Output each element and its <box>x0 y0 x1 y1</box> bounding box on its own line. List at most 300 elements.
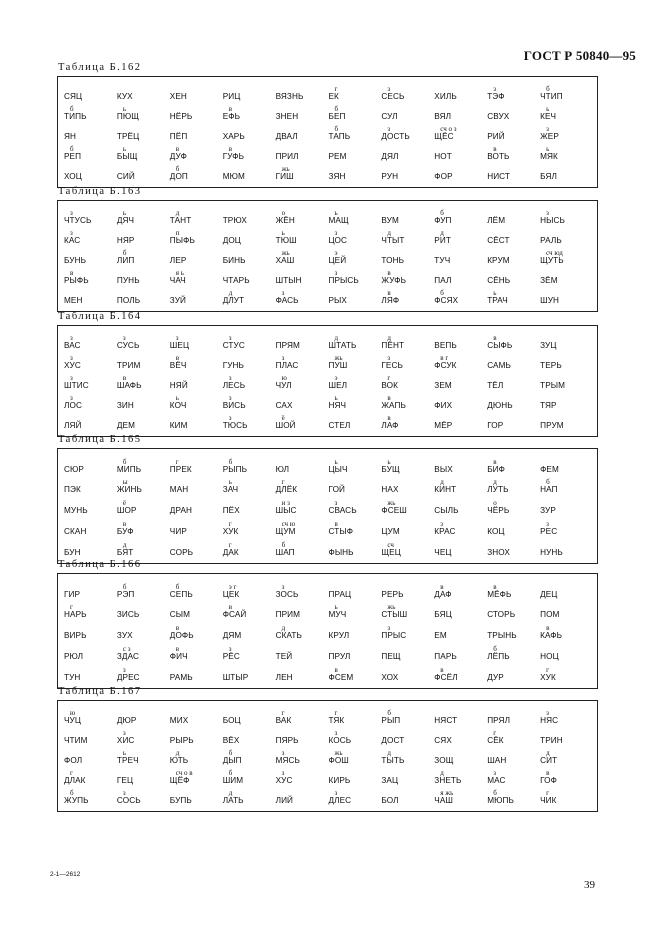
word-cell <box>276 372 329 392</box>
word-cell <box>170 747 223 767</box>
word-cell <box>329 787 382 807</box>
word-text: КОСЬ <box>328 735 352 745</box>
word-text: РАМЬ <box>169 672 193 682</box>
word-cell <box>487 123 540 143</box>
word-cell <box>381 247 434 267</box>
pronunciation-mark: ь <box>175 393 179 402</box>
word-text: НЯЧ <box>328 400 347 410</box>
pronunciation-mark: б <box>493 644 497 653</box>
word-text: ШТАТЬ <box>328 340 357 350</box>
word-text: НЯС <box>540 715 559 725</box>
word-text: СИТ <box>540 755 558 765</box>
word-cell <box>223 455 276 476</box>
word-cell <box>64 727 117 747</box>
word-cell <box>329 207 382 227</box>
word-cell <box>329 83 382 103</box>
pronunciation-mark: в <box>493 144 497 153</box>
pronunciation-mark: сч о з <box>440 124 457 133</box>
word-cell <box>434 787 487 807</box>
word-cell <box>487 392 540 412</box>
word-cell <box>329 163 382 183</box>
pronunciation-mark: з <box>546 208 549 217</box>
word-cell <box>64 517 117 538</box>
word-cell <box>276 247 329 267</box>
word-cell <box>540 538 593 559</box>
word-text: ЗУХ <box>116 631 133 641</box>
word-text: ЖЁН <box>275 215 295 225</box>
word-cell <box>117 642 170 663</box>
pronunciation-mark: ь <box>122 104 127 113</box>
word-text: КИМ <box>169 420 188 430</box>
word-text: ЗОЩ <box>434 755 454 765</box>
word-cell <box>329 517 382 538</box>
word-cell <box>329 538 382 559</box>
word-text: ТРЫНЬ <box>487 631 517 641</box>
word-text: БЕП <box>328 111 346 121</box>
word-cell <box>223 287 276 307</box>
pronunciation-mark: б <box>70 104 74 113</box>
pronunciation-mark: б <box>228 748 233 757</box>
pronunciation-mark: г <box>228 519 232 528</box>
word-grid <box>64 83 593 183</box>
word-text: ЧАШ <box>434 795 454 805</box>
word-cell <box>381 601 434 622</box>
word-text: ЧТУСЬ <box>64 215 92 225</box>
word-text: ФСЕШ <box>381 506 407 516</box>
word-cell <box>434 642 487 663</box>
word-text: ФСУК <box>434 360 457 370</box>
word-text: ЩЁФ <box>169 775 190 785</box>
word-cell <box>329 747 382 767</box>
word-text: ЧИК <box>540 795 557 805</box>
word-cell <box>329 663 382 684</box>
word-text: ХАРЬ <box>222 131 245 141</box>
pronunciation-mark: г <box>387 373 391 382</box>
word-text: НАП <box>540 485 558 495</box>
word-text: БИФ <box>487 464 505 474</box>
word-text: ПОМ <box>540 610 560 620</box>
word-cell <box>170 663 223 684</box>
word-text: ГЕСЬ <box>381 360 403 370</box>
pronunciation-mark: в <box>387 288 391 297</box>
word-cell <box>223 787 276 807</box>
word-cell <box>329 412 382 432</box>
table-caption: Таблица Б.167 <box>58 686 142 697</box>
pronunciation-mark: в г <box>440 353 449 362</box>
pronunciation-mark: б <box>387 708 391 717</box>
word-cell <box>223 476 276 497</box>
word-cell <box>170 767 223 787</box>
word-cell <box>276 517 329 538</box>
word-text: СОРЬ <box>169 547 194 557</box>
word-text: МЯК <box>540 151 558 161</box>
word-table <box>57 76 598 188</box>
pronunciation-mark: ю <box>70 708 76 717</box>
word-cell <box>117 497 170 518</box>
word-cell <box>117 352 170 372</box>
pronunciation-mark: б <box>228 457 233 466</box>
word-text: ХОЦ <box>64 171 82 181</box>
word-text: ЕК <box>328 91 339 101</box>
word-text: ЦЕЙ <box>328 255 347 265</box>
word-cell <box>223 207 276 227</box>
word-cell <box>487 707 540 727</box>
word-text: РЕС <box>540 526 558 536</box>
word-cell <box>540 143 593 163</box>
word-text: ФУП <box>434 215 452 225</box>
word-cell <box>487 517 540 538</box>
word-cell <box>64 332 117 352</box>
pronunciation-mark: д <box>546 748 550 757</box>
pronunciation-mark: з <box>228 413 232 422</box>
word-cell <box>434 601 487 622</box>
word-cell <box>170 143 223 163</box>
word-cell <box>170 267 223 287</box>
pronunciation-mark: в <box>175 624 180 633</box>
word-text: ПОЛЬ <box>116 295 141 305</box>
word-text: БОЦ <box>222 715 241 725</box>
word-text: ВЫХ <box>434 464 453 474</box>
word-text: ФЫНЬ <box>328 547 354 557</box>
word-text: ВИСЬ <box>222 400 246 410</box>
word-text: КЕЧ <box>540 111 557 121</box>
word-cell <box>329 372 382 392</box>
word-text: ЮТЬ <box>169 755 189 765</box>
word-cell <box>276 476 329 497</box>
word-text: ХИС <box>116 735 135 745</box>
print-code: 2-1—2612 <box>50 871 81 878</box>
word-cell <box>540 267 593 287</box>
pronunciation-mark: г <box>281 708 285 717</box>
word-cell <box>170 538 223 559</box>
word-cell <box>434 476 487 497</box>
word-grid <box>64 455 593 559</box>
pronunciation-mark: ь <box>228 478 232 487</box>
word-text: ХЕН <box>169 91 187 101</box>
word-cell <box>64 207 117 227</box>
word-text: СЕСЬ <box>381 91 405 101</box>
word-cell <box>276 787 329 807</box>
word-cell <box>434 163 487 183</box>
pronunciation-mark: з <box>122 728 126 737</box>
word-cell <box>276 143 329 163</box>
word-text: ЦУМ <box>381 526 400 536</box>
word-cell <box>487 163 540 183</box>
pronunciation-mark: ё <box>122 499 126 508</box>
pronunciation-mark: з <box>334 228 338 237</box>
pronunciation-mark: з <box>387 353 391 362</box>
word-text: ЛИЙ <box>275 795 294 805</box>
word-cell <box>487 247 540 267</box>
word-text: ТРАЧ <box>487 295 508 305</box>
word-cell <box>540 642 593 663</box>
pronunciation-mark: д <box>281 624 286 633</box>
word-cell <box>170 392 223 412</box>
word-cell <box>64 287 117 307</box>
word-cell <box>329 103 382 123</box>
word-text: МИПЬ <box>116 464 142 474</box>
word-cell <box>540 747 593 767</box>
pronunciation-mark: ь <box>122 144 127 153</box>
table-caption: Таблица Б.164 <box>58 311 142 322</box>
pronunciation-mark: ь <box>122 208 127 217</box>
pronunciation-mark: б <box>281 540 286 549</box>
pronunciation-mark: з <box>334 788 338 797</box>
word-cell <box>170 83 223 103</box>
pronunciation-mark: ь <box>334 603 338 612</box>
word-cell <box>487 497 540 518</box>
pronunciation-mark: б <box>70 788 74 797</box>
word-text: ТРИМ <box>116 360 141 370</box>
word-text: ВОТЬ <box>487 151 510 161</box>
word-cell <box>381 580 434 601</box>
word-text: СЯХ <box>434 735 452 745</box>
word-text: КУХ <box>116 91 133 101</box>
word-cell <box>223 392 276 412</box>
table-caption: Таблица Б.162 <box>58 62 142 73</box>
pronunciation-mark: д <box>387 228 391 237</box>
word-text: БЯТ <box>116 547 134 557</box>
word-cell <box>487 476 540 497</box>
word-text: ПРЯМ <box>275 340 300 350</box>
word-text: ХУС <box>275 775 293 785</box>
word-cell <box>329 227 382 247</box>
word-text: ДОП <box>169 171 188 181</box>
pronunciation-mark: з <box>122 333 126 342</box>
word-text: ФОЛ <box>64 755 83 765</box>
word-text: ЩЁС <box>434 131 454 141</box>
word-text: ЗАЦ <box>381 775 399 785</box>
pronunciation-mark: о <box>493 499 497 508</box>
word-cell <box>170 787 223 807</box>
pronunciation-mark: в <box>228 104 232 113</box>
word-cell <box>117 287 170 307</box>
pronunciation-mark: б <box>70 144 74 153</box>
pronunciation-mark: э <box>334 373 338 382</box>
word-cell <box>170 622 223 643</box>
word-text: РЮЛ <box>64 651 84 661</box>
word-cell <box>540 497 593 518</box>
word-cell <box>434 707 487 727</box>
pronunciation-mark: ь <box>122 748 127 757</box>
word-text: МАС <box>487 775 506 785</box>
pronunciation-mark: в <box>228 144 232 153</box>
word-cell <box>276 412 329 432</box>
word-text: ЗЕМ <box>434 380 452 390</box>
word-text: РЫП <box>381 715 401 725</box>
word-cell <box>487 332 540 352</box>
word-cell <box>276 267 329 287</box>
word-text: ШАН <box>487 755 507 765</box>
word-text: ЛЕН <box>275 672 293 682</box>
pronunciation-mark: з <box>70 208 73 217</box>
word-cell <box>223 352 276 372</box>
word-text: ПРЯЛ <box>487 715 511 725</box>
word-grid <box>64 580 593 684</box>
word-cell <box>434 352 487 372</box>
word-cell <box>487 767 540 787</box>
pronunciation-mark: в <box>175 353 180 362</box>
word-text: КРУМ <box>487 255 510 265</box>
pronunciation-mark: д <box>175 748 180 757</box>
word-cell <box>276 767 329 787</box>
word-text: ДЕМ <box>116 420 136 430</box>
word-text: СТЫШ <box>381 610 408 620</box>
word-cell <box>329 580 382 601</box>
word-text: ВЁЧ <box>169 360 187 370</box>
word-cell <box>329 352 382 372</box>
pronunciation-mark: з <box>281 582 285 591</box>
table-caption: Таблица Б.166 <box>58 559 142 570</box>
pronunciation-mark: г <box>281 478 285 487</box>
word-text: ФОШ <box>328 755 349 765</box>
word-text: ШАФЬ <box>116 380 142 390</box>
page-number: 39 <box>584 879 595 891</box>
word-text: СВУХ <box>487 111 510 121</box>
word-text: САМЬ <box>487 360 511 370</box>
word-text: ХУК <box>540 672 556 682</box>
word-cell <box>487 787 540 807</box>
pronunciation-mark: б <box>122 457 127 466</box>
word-cell <box>381 163 434 183</box>
word-text: ЖУФЬ <box>381 275 407 285</box>
word-text: МЮПЬ <box>487 795 514 805</box>
word-text: КОЦ <box>487 526 505 536</box>
word-text: ДУР <box>487 672 504 682</box>
word-cell <box>223 267 276 287</box>
word-text: РИЙ <box>487 131 505 141</box>
word-cell <box>117 476 170 497</box>
word-text: ТЕРЬ <box>540 360 562 370</box>
pronunciation-mark: в <box>493 457 497 466</box>
word-text: ФИХ <box>434 400 453 410</box>
pronunciation-mark: д <box>493 478 497 487</box>
word-text: ТАПЬ <box>328 131 351 141</box>
word-text: ШАП <box>275 547 295 557</box>
word-grid <box>64 332 593 432</box>
word-text: ТЮСЬ <box>222 420 248 430</box>
word-cell <box>540 352 593 372</box>
word-text: ВЁХ <box>222 735 240 745</box>
word-cell <box>170 642 223 663</box>
word-cell <box>276 332 329 352</box>
word-cell <box>64 622 117 643</box>
word-cell <box>381 123 434 143</box>
word-cell <box>223 747 276 767</box>
word-text: БЯЛ <box>540 171 557 181</box>
word-cell <box>223 538 276 559</box>
word-cell <box>117 707 170 727</box>
pronunciation-mark: з <box>493 84 496 93</box>
pronunciation-mark: б <box>334 124 339 133</box>
word-text: ПРУЛ <box>328 651 351 661</box>
word-cell <box>223 412 276 432</box>
word-text: РЕП <box>64 151 82 161</box>
word-cell <box>540 787 593 807</box>
word-text: ЛАФ <box>381 420 399 430</box>
word-text: МЁР <box>434 420 453 430</box>
word-text: ШЫС <box>275 506 297 516</box>
word-cell <box>434 123 487 143</box>
word-text: ПЯРЬ <box>275 735 299 745</box>
word-cell <box>276 727 329 747</box>
word-text: ТРЫМ <box>540 380 566 390</box>
word-text: ПЭК <box>64 485 81 495</box>
pronunciation-mark: д <box>387 333 391 342</box>
word-cell <box>117 580 170 601</box>
word-text: ФСЁЛ <box>434 672 458 682</box>
word-cell <box>276 287 329 307</box>
word-text: МЁФЬ <box>487 589 512 599</box>
word-cell <box>117 747 170 767</box>
word-cell <box>170 123 223 143</box>
pronunciation-mark: з <box>334 499 338 508</box>
word-cell <box>64 601 117 622</box>
word-text: ЮЛ <box>275 464 290 474</box>
word-text: ПРИЛ <box>275 151 299 161</box>
pronunciation-mark: б <box>546 84 550 93</box>
word-text: РЁС <box>222 651 240 661</box>
word-cell <box>540 476 593 497</box>
word-text: ПРЕК <box>169 464 192 474</box>
word-text: ШТЫР <box>222 672 249 682</box>
pronunciation-mark: з <box>70 333 73 342</box>
word-cell <box>170 727 223 747</box>
word-cell <box>223 163 276 183</box>
word-cell <box>540 163 593 183</box>
word-text: ДОСТ <box>381 735 405 745</box>
word-cell <box>540 207 593 227</box>
pronunciation-mark: в <box>387 268 391 277</box>
pronunciation-mark: сч юд <box>546 248 563 257</box>
word-text: ПЛАС <box>275 360 299 370</box>
word-cell <box>487 538 540 559</box>
pronunciation-mark: д <box>440 228 444 237</box>
word-text: БИНЬ <box>222 255 246 265</box>
word-text: ЗУЦ <box>540 340 557 350</box>
word-text: СИЙ <box>116 171 135 181</box>
pronunciation-mark: б <box>175 582 180 591</box>
word-cell <box>381 332 434 352</box>
word-text: ЖИНЬ <box>116 485 143 495</box>
word-text: ПЫФЬ <box>169 235 195 245</box>
word-text: ЧУЦ <box>64 715 82 725</box>
word-cell <box>381 83 434 103</box>
word-text: БОЛ <box>381 795 399 805</box>
word-cell <box>487 727 540 747</box>
word-text: КРАС <box>434 526 456 536</box>
pronunciation-mark: в <box>228 603 232 612</box>
word-text: ВУМ <box>381 215 399 225</box>
word-text: НЯР <box>116 235 135 245</box>
word-cell <box>381 143 434 163</box>
word-text: ЕМ <box>434 631 447 641</box>
word-text: ДЯЧ <box>116 215 135 225</box>
word-text: ВАК <box>275 715 292 725</box>
word-text: ТЯК <box>328 715 345 725</box>
word-text: ПРИМ <box>275 610 301 620</box>
word-text: ЛЯФ <box>381 295 400 305</box>
pronunciation-mark: г <box>70 603 73 612</box>
pronunciation-mark: з <box>228 333 232 342</box>
word-text: ДОЦ <box>222 235 241 245</box>
pronunciation-mark: сч <box>387 540 394 549</box>
word-text: ДЛУТ <box>222 295 245 305</box>
pronunciation-mark: в <box>70 268 74 277</box>
word-cell <box>117 103 170 123</box>
pronunciation-mark: г <box>493 728 497 737</box>
word-cell <box>540 707 593 727</box>
